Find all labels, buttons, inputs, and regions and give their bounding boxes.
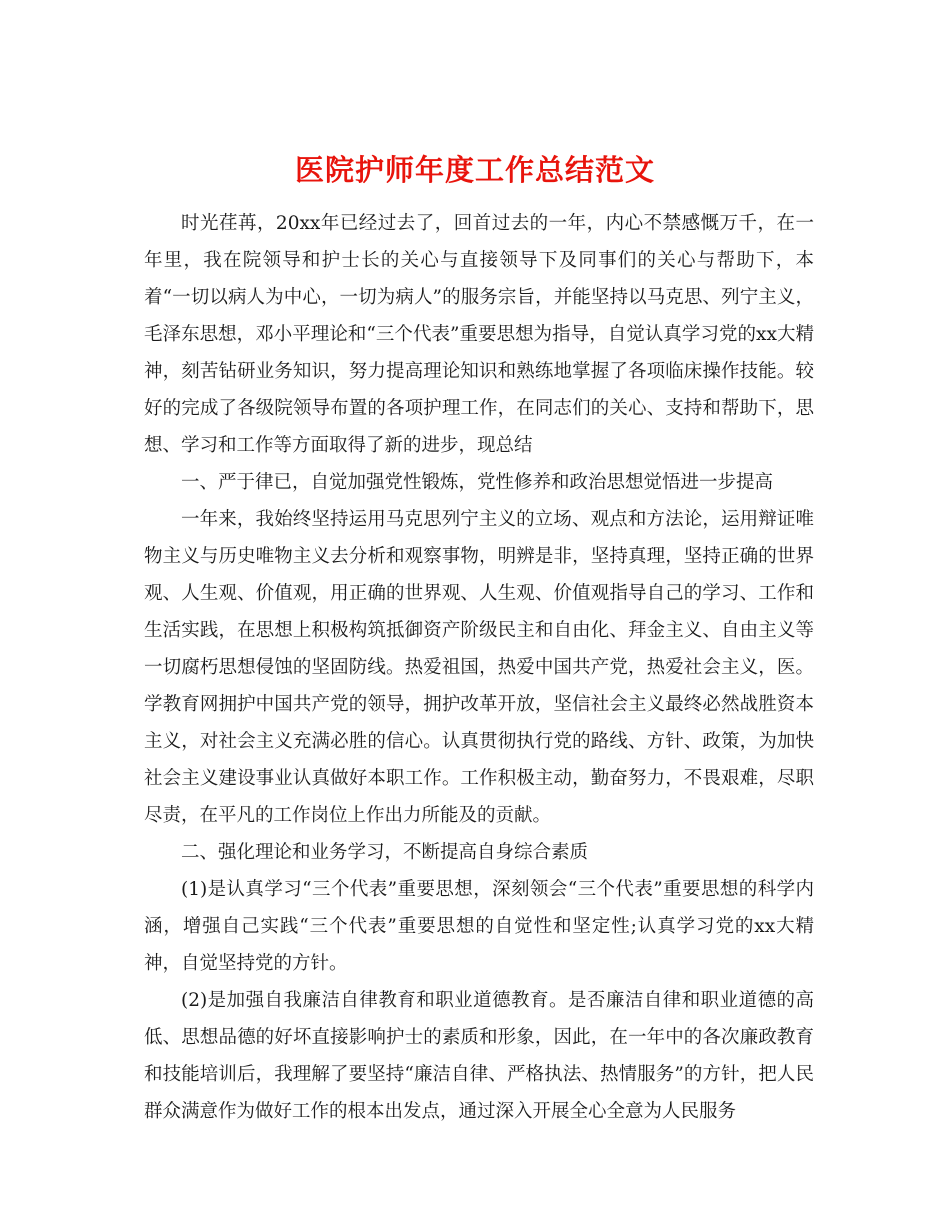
section-heading-2: 二、强化理论和业务学习，不断提高自身综合素质 <box>181 842 589 863</box>
paragraph-item-2: (2)是加强自我廉洁自律教育和职业道德教育。是否廉洁自律和职业道德的高低、思想品德的好坏直接影响护士的素质和形象，因此，在一年中的各次廉政教育和技能培训后，我理解了要坚持“廉洁自律、严格执法、热情服务”的方针，把人民群众满意作为做好工作的根本出发点，通过深入开展全心全意为人民服务 <box>144 990 814 1122</box>
section-heading-1: 一、严于律已，自觉加强党性锻炼，党性修养和政治思想觉悟进一步提高 <box>181 472 774 493</box>
paragraph-intro: 时光荏苒，20xx年已经过去了，回首过去的一年，内心不禁感慨万千，在一年里，我在院领导和护士长的关心与直接领导下及同事们的关心与帮助下，本着“一切以病人为中心，一切为病人”的服务宗旨，并能坚持以马克思、列宁主义，毛泽东思想，邓小平理论和“三个代表”重要思想为指导，自觉认真学习党的xx大精神，刻苦钻研业务知识，努力提高理论知识和熟练地掌握了各项临床操作技能。较好的完成了各级院领导布置的各项护理工作，在同志们的关心、支持和帮助下，思想、学习和工作等方面取得了新的进步，现总结 <box>144 213 814 456</box>
paragraph-item-1: (1)是认真学习“三个代表”重要思想，深刻领会“三个代表”重要思想的科学内涵，增强自己实践“三个代表”重要思想的自觉性和坚定性;认真学习党的xx大精神，自觉坚持党的方针。 <box>144 879 814 974</box>
document-title: 医院护师年度工作总结范文 <box>294 153 655 188</box>
document-body <box>144 205 814 1130</box>
paragraph-section-1: 一年来，我始终坚持运用马克思列宁主义的立场、观点和方法论，运用辩证唯物主义与历史唯物主义去分析和观察事物，明辨是非，坚持真理，坚持正确的世界观、人生观、价值观，用正确的世界观、人生观、价值观指导自己的学习、工作和生活实践，在思想上积极构筑抵御资产阶级民主和自由化、拜金主义、自由主义等一切腐朽思想侵蚀的坚固防线。热爱祖国，热爱中国共产党，热爱社会主义，医。学教育网拥护中国共产党的领导，拥护改革开放，坚信社会主义最终必然战胜资本主义，对社会主义充满必胜的信心。认真贯彻执行党的路线、方针、政策，为加快社会主义建设事业认真做好本职工作。工作积极主动，勤奋努力，不畏艰难，尽职尽责，在平凡的工作岗位上作出力所能及的贡献。 <box>144 509 814 826</box>
